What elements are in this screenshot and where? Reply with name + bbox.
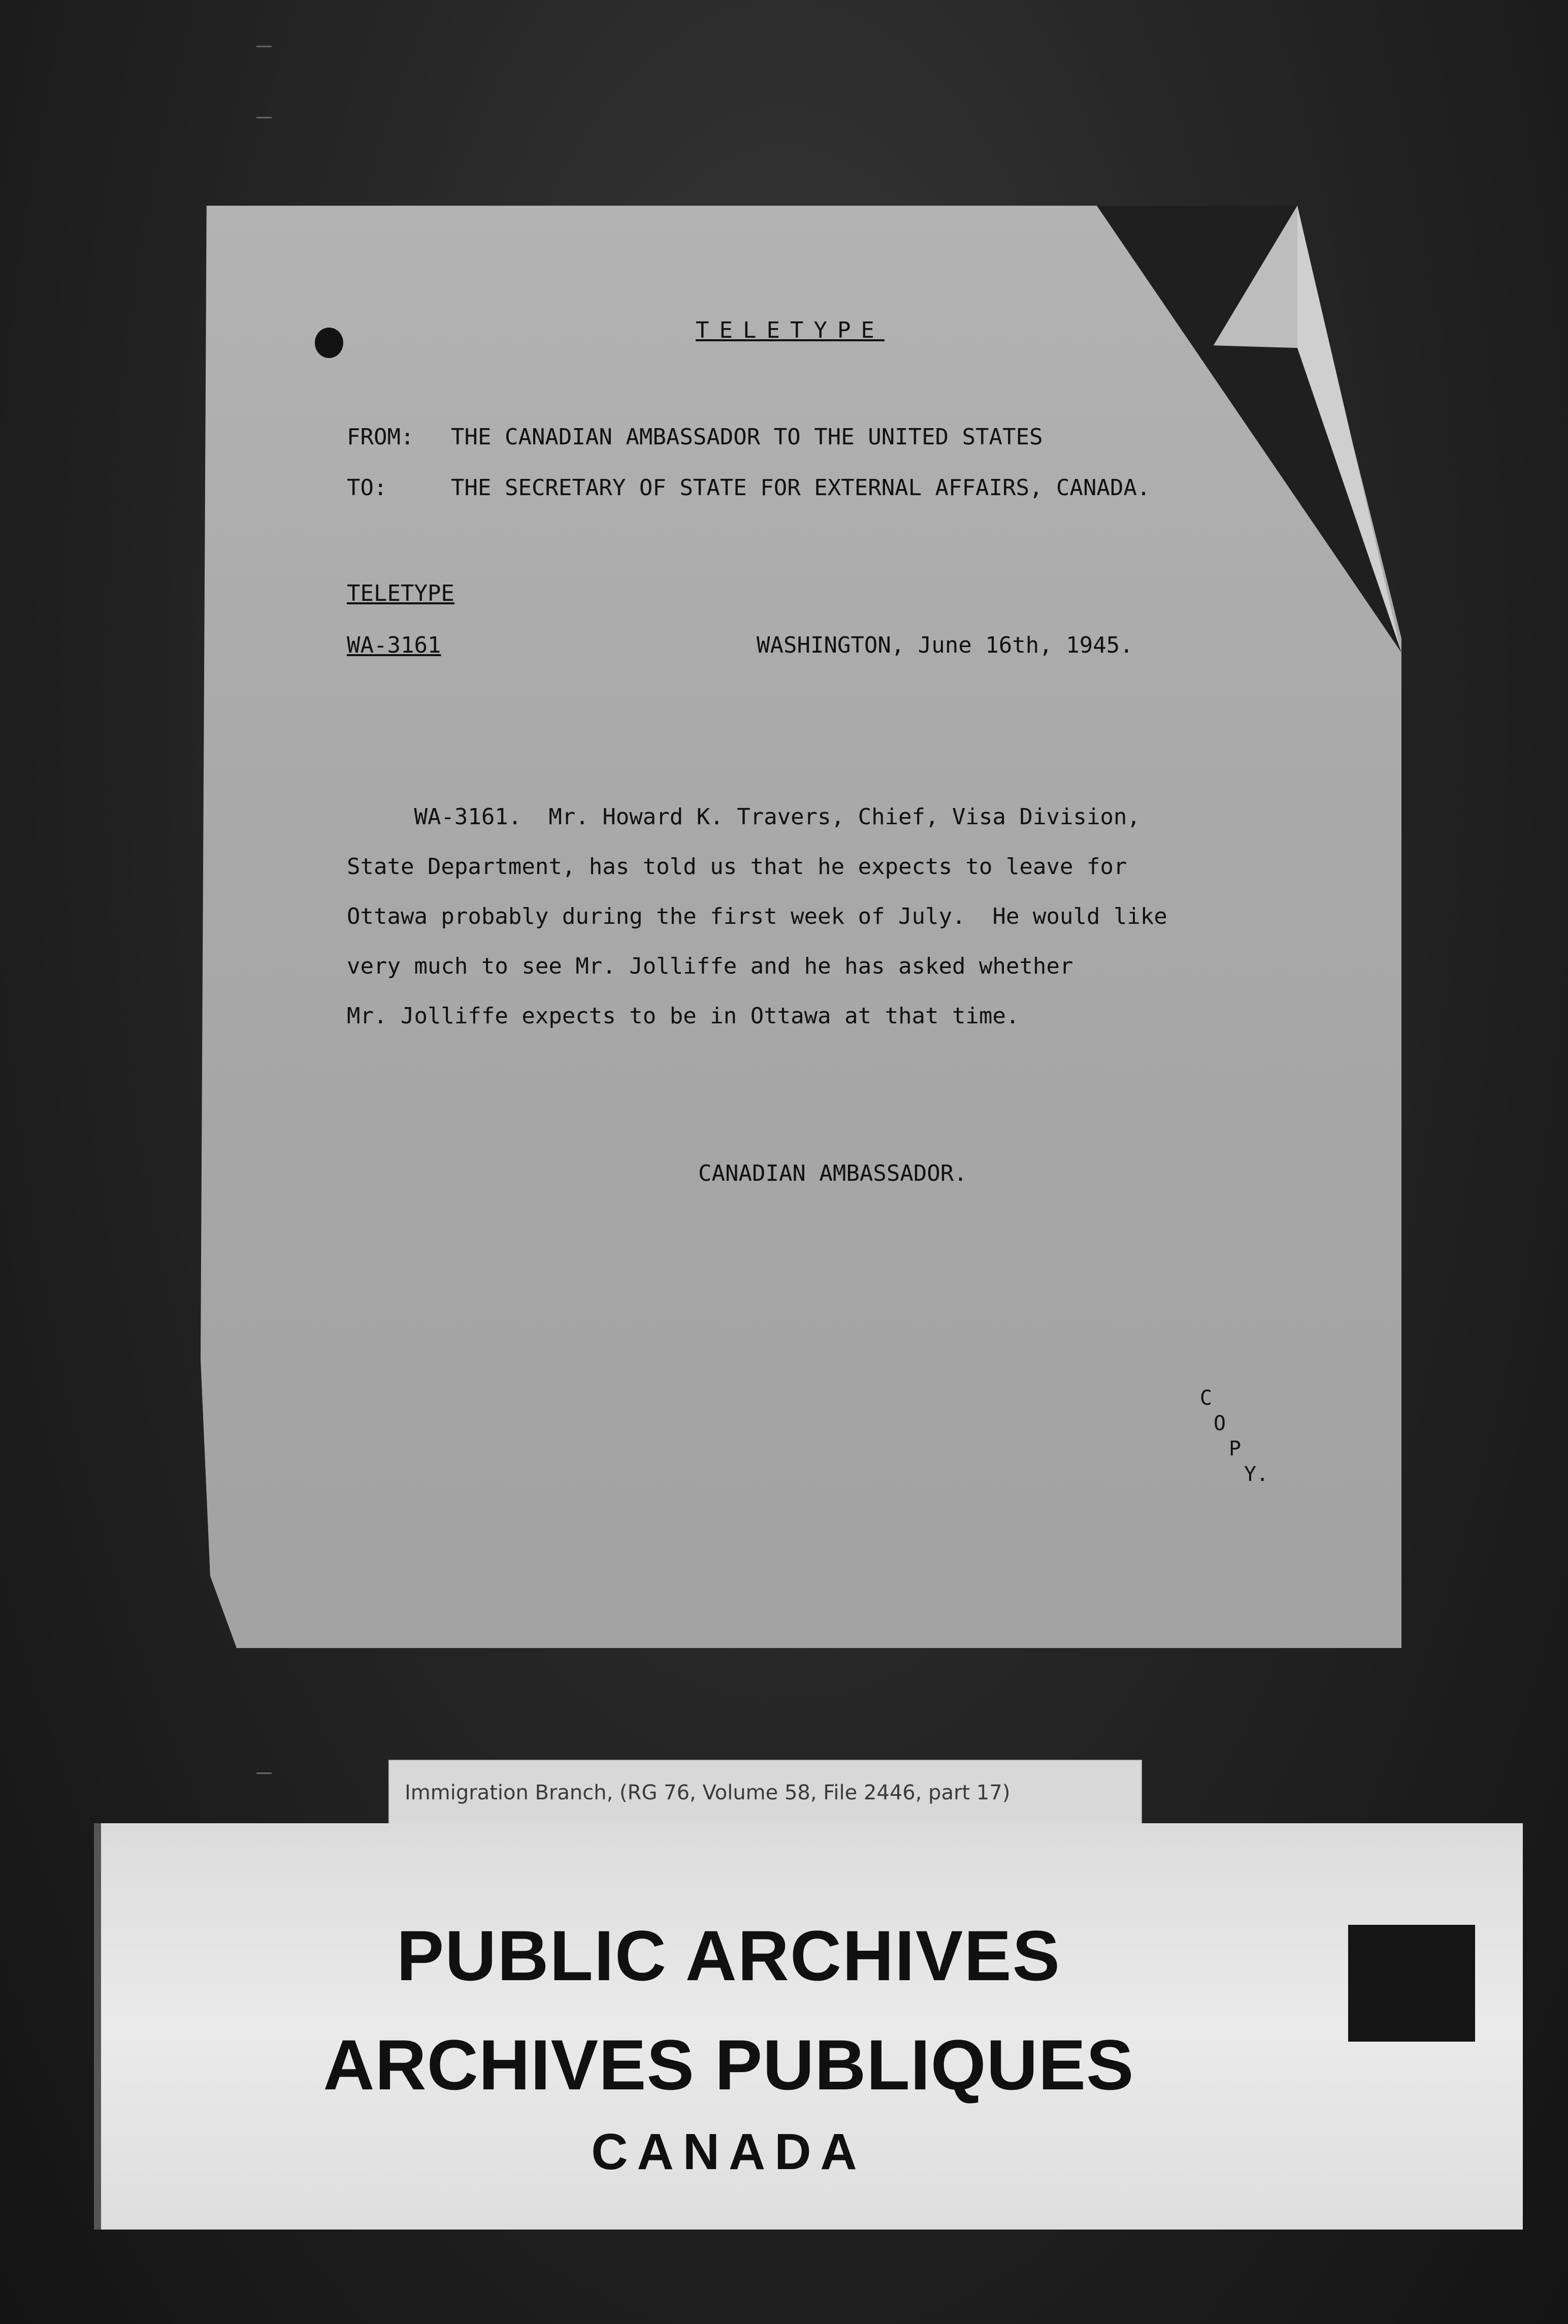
teletype-document xyxy=(201,206,1401,1648)
copy-mark-letter: C xyxy=(1200,1386,1213,1410)
body-line: WA-3161. Mr. Howard K. Travers, Chief, Visa Division, xyxy=(347,804,1140,830)
to-label: TO: xyxy=(347,475,387,501)
copy-mark-letter: P xyxy=(1229,1437,1242,1461)
film-border-mark xyxy=(256,46,272,47)
document-heading: TELETYPE xyxy=(696,317,885,343)
from-label: FROM: xyxy=(347,424,414,450)
body-line: very much to see Mr. Jolliffe and he has asked whether xyxy=(347,953,1073,979)
type-label: TELETYPE xyxy=(347,580,454,606)
from-line xyxy=(347,424,1043,450)
body-line: State Department, has told us that he expects to leave for xyxy=(347,854,1127,880)
to-line xyxy=(347,475,1151,501)
to-value: THE SECRETARY OF STATE FOR EXTERNAL AFFAIRS, CANADA. xyxy=(451,475,1151,501)
copy-mark-letter: O xyxy=(1214,1412,1226,1435)
body-line: Mr. Jolliffe expects to be in Ottawa at that time. xyxy=(347,1003,1020,1029)
signature-line: CANADIAN AMBASSADOR. xyxy=(698,1160,967,1186)
stamp-line-french: ARCHIVES PUBLIQUES xyxy=(323,2025,1134,2105)
copy-mark-letter: Y. xyxy=(1244,1463,1269,1486)
stamp-line-country: CANADA xyxy=(591,2123,866,2180)
film-border-mark xyxy=(256,117,272,118)
body-line: Ottawa probably during the first week of July. He would like xyxy=(347,903,1167,929)
film-border-mark xyxy=(256,1772,272,1774)
message-body xyxy=(347,792,1301,1041)
reference-number: WA-3161 xyxy=(347,632,441,658)
punch-hole xyxy=(315,328,343,358)
stamp-line-english: PUBLIC ARCHIVES xyxy=(396,1916,1061,1995)
archive-reference-text: Immigration Branch, (RG 76, Volume 58, File 2446, part 17) xyxy=(405,1781,1010,1804)
from-value: THE CANADIAN AMBASSADOR TO THE UNITED STATES xyxy=(451,424,1043,450)
dateline: WASHINGTON, June 16th, 1945. xyxy=(757,632,1133,658)
